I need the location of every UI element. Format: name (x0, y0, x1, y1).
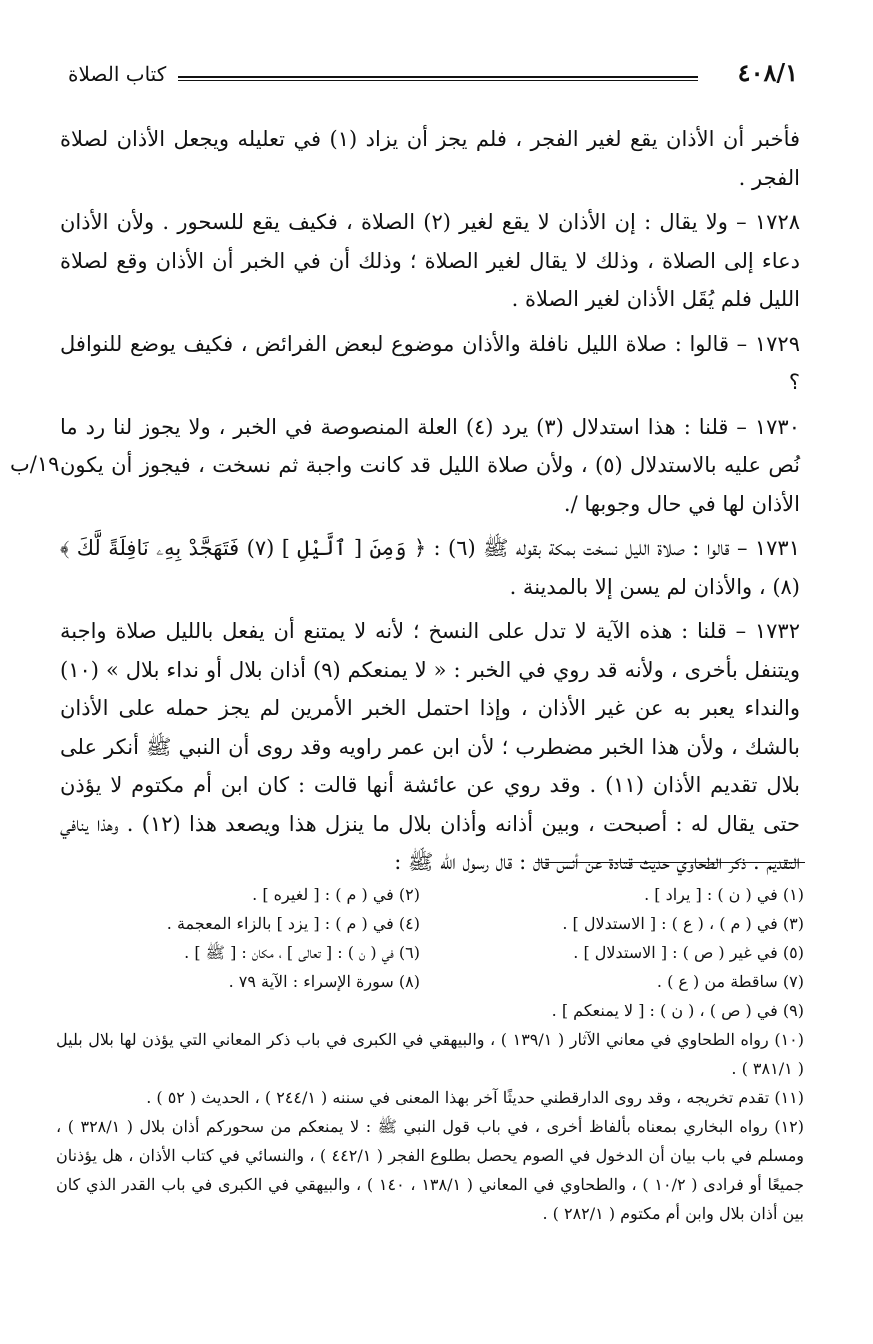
footnote: (٤) في ( م ) : [ يزد ] بالزاء المعجمة . (166, 914, 420, 933)
main-text (60, 120, 800, 888)
footnote: (٣) في ( م ) ، ( ع ) : [ الاستدلال ] . (562, 914, 804, 933)
footnote: (٧) ساقطة من ( ع ) . (656, 972, 804, 991)
book-title: كتاب الصلاة (68, 62, 167, 86)
footnote: (٩) في ( ص ) ، ( ن ) : [ لا يمنعكم ] . (551, 1001, 804, 1020)
page-number: ٤٠٨/١ (737, 58, 798, 87)
paragraph: ١٧٣٢ – قلنا : هذه الآية لا تدل على النسخ ؛ لأنه لا يمتنع أن يفعل بالليل صلاة واجبة ويتنفل بأخرى ، ولأنه قد روي في الخبر : « لا يمنعكم (٩) أذان بلال أو نداء بلال » (١٠) والنداء يعبر به عن غير الأذان ، وإذا احتمل الخبر الأمرين لم يجز حمله على الأذان بالشك ، ولأن هذا الخبر مضطرب ؛ لأن ابن عمر راويه وقد روى أن النبي ﷺ أنكر على بلال تقديم الأذان (١١) . وقد روي عن عائشة أنها قالت : كان ابن أم مكتوم لا يؤذن حتى يقال له : أصبحت ، وبين أذانه وأذان بلال ما ينزل هذا ويصعد هذا (١٢) . وهذا ينافي التقديم . ذكر الطحاوي حديث قتادة عن أنس قال : قال رسول الله ﷺ : (60, 619, 800, 874)
paragraph: ١٧٣٠ – قلنا : هذا استدلال (٣) يرد (٤) العلة المنصوصة في الخبر ، ولا يجوز لنا رد ما نُص عليه بالاستدلال (٥) ، ولأن صلاة الليل قد كانت واجبة ثم نسخت ، فيجوز أن يكون الأذان لها في حال وجوبها /. (60, 414, 800, 516)
manuscript-folio-note: ١٩/ب (10, 452, 60, 476)
footnote: (٨) سورة الإسراء : الآية ٧٩ . (228, 972, 420, 991)
footnote-separator (535, 862, 805, 863)
footnote: (٥) في غير ( ص ) : [ الاستدلال ] . (573, 943, 804, 962)
footnote: (١٠) رواه الطحاوي في معاني الآثار ( ١٣٩/١ ) ، والبيهقي في الكبرى في باب ذكر المعاني التي يؤذن لها بلال بليل ( ٣٨١/١ ) . (56, 1030, 805, 1078)
header-rule-thin (178, 80, 698, 81)
footnote: (١) في ( ن ) : [ يراد ] . (644, 885, 804, 904)
paragraph: ١٧٣١ – قالوا : صلاة الليل نسخت بمكة بقوله ﷺ (٦) : ﴿ وَمِنَ [ ٱلَّيْلِ ] (٧) فَتَهَجَّدْ بِهِۦ نَافِلَةً لَّكَ ﴾ (٨) ، والأذان لم يسن إلا بالمدينة . (60, 536, 800, 599)
paragraph: ١٧٢٨ – ولا يقال : إن الأذان لا يقع لغير (٢) الصلاة ، فكيف يقع للسحور . ولأن الأذان دعاء إلى الصلاة ، وذلك لا يقال لغير الصلاة ؛ وذلك أن في الخبر أن الأذان وقع لصلاة الليل فلم يُقَل الأذان لغير الصلاة . (60, 210, 801, 311)
paragraph: فأخبر أن الأذان يقع لغير الفجر ، فلم يجز أن يزاد (١) في تعليله ويجعل الأذان لصلاة الفجر . (60, 127, 800, 190)
running-header (68, 56, 798, 96)
header-rule (178, 76, 698, 78)
footnote: (٦) في ( ن ) : [ تعالى ] ، مكان : [ ﷺ ] . (184, 943, 420, 962)
footnotes (56, 880, 804, 1228)
footnote-grid (56, 880, 804, 1025)
paragraph: ١٧٢٩ – قالوا : صلاة الليل نافلة والأذان موضوع لبعض الفرائض ، فكيف يوضع للنوافل ؟ (60, 331, 800, 394)
footnote: (١١) تقدم تخريجه ، وقد روى الدارقطني حديثًا آخر بهذا المعنى في سننه ( ٢٤٤/١ ) ، الحديث ( ٥٢ ) . (146, 1088, 804, 1107)
footnote: (٢) في ( م ) : [ لغيره ] . (252, 885, 420, 904)
footnote: (١٢) رواه البخاري بمعناه بألفاظ أخرى ، في باب قول النبي ﷺ : لا يمنعكم من سحوركم أذان بلال ( ٣٢٨/١ ) ، ومسلم في باب بيان أن الدخول في الصوم يحصل بطلوع الفجر ( ٤٤٢/١ ) ، والنسائي في كتاب الأذان ، هل يؤذنان جميعًا أو فرادى ( ١٠/٢ ) ، والطحاوي في المعاني ( ١٣٨/١ ، ١٤٠ ) ، والبيهقي في الكبرى في باب القدر الذي كان بين أذان بلال وابن أم مكتوم ( ٢٨٢/١ ) . (56, 1117, 805, 1223)
